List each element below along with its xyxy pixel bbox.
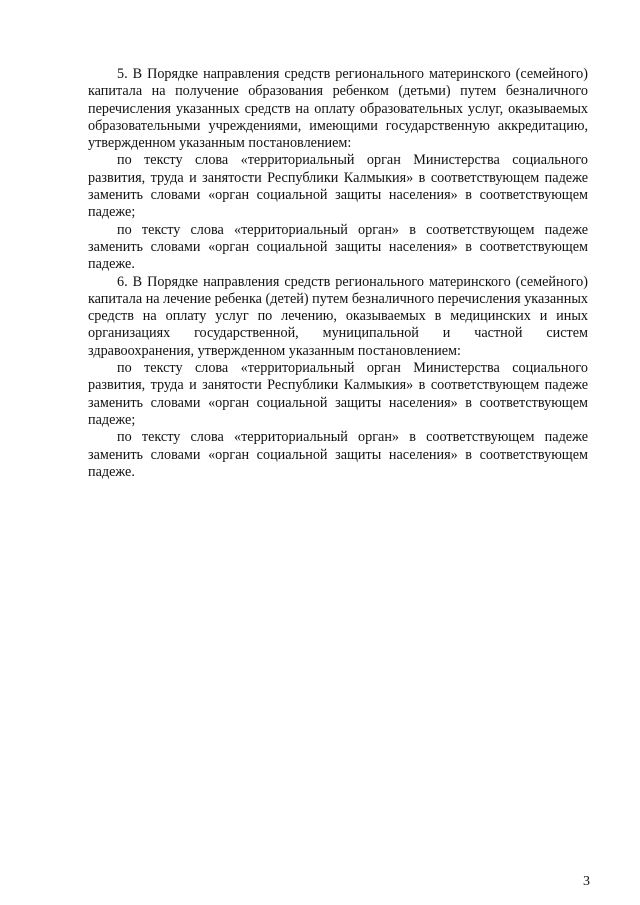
page-number: 3 [583, 874, 590, 889]
paragraph-6-amendment-1: по тексту слова «территориальный орган Министерства социального развития, труда и занятости Республики Калмыкия» в соответствующем падеже заменить словами «орган социальной защиты населения» в соответствующем падеже; [88, 360, 588, 428]
paragraph-5-amendment-1: по тексту слова «территориальный орган Министерства социального развития, труда и занятости Республики Калмыкия» в соответствующем падеже заменить словами «орган социальной защиты населения» в соответствующем падеже; [88, 152, 588, 221]
document-body [88, 66, 588, 481]
paragraph-5-intro: 5. В Порядке направления средств регионального материнского (семейного) капитала на получение образования ребенком (детьми) путем безналичного перечисления указанных средств на оплату образовательных услуг, оказываемых образовательными учреждениями, имеющими государственную аккредитацию, утвержденном указанным постановлением: [88, 66, 588, 152]
paragraph-6-amendment-2: по тексту слова «территориальный орган» в соответствующем падеже заменить словами «орган социальной защиты населения» в соответствующем падеже. [88, 429, 588, 480]
paragraph-5-amendment-2: по тексту слова «территориальный орган» в соответствующем падеже заменить словами «орган социальной защиты населения» в соответствующем падеже. [88, 221, 588, 273]
paragraph-6-intro: 6. В Порядке направления средств регионального материнского (семейного) капитала на лечение ребенка (детей) путем безналичного перечисления указанных средств на оплату услуг по лечению, оказываемых в медицинских и иных организациях государственной, муниципальной и частной систем здравоохранения, утвержденном указанным постановлением: [88, 273, 588, 359]
